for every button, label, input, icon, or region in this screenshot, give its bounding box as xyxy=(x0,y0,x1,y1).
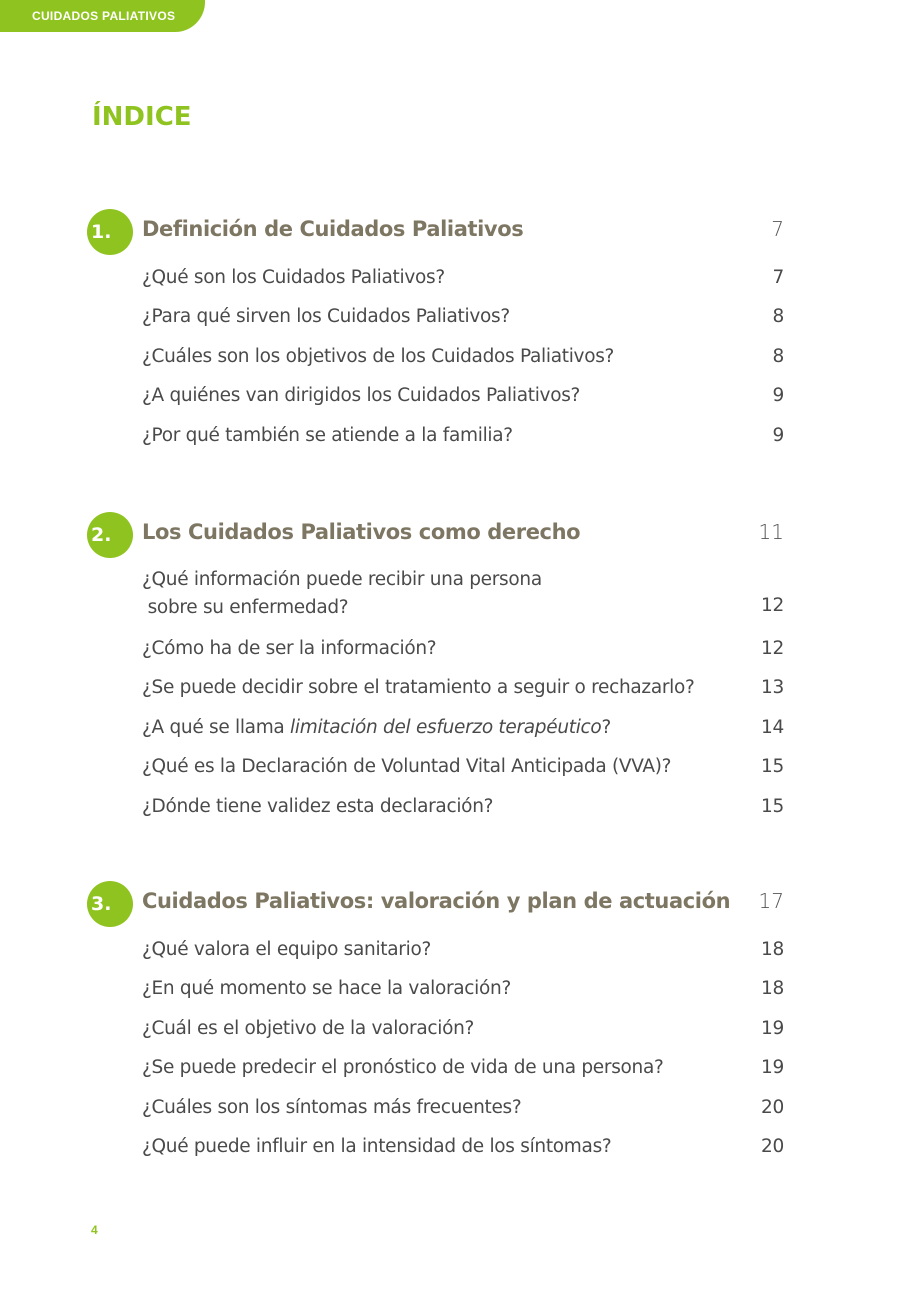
toc-item-text: ¿Por qué también se atiende a la familia? xyxy=(142,424,513,446)
toc-item[interactable] xyxy=(0,711,910,750)
section-title: Los Cuidados Paliativos como derecho xyxy=(142,520,581,544)
toc-item-page: 12 xyxy=(761,638,784,659)
toc-item-text: ¿Qué puede influir en la intensidad de los síntomas? xyxy=(142,1135,612,1157)
toc-item-page: 20 xyxy=(761,1096,784,1118)
toc-item-text xyxy=(142,717,611,738)
toc-item[interactable] xyxy=(0,419,910,458)
page-number: 4 xyxy=(91,1223,98,1237)
toc-item-text-post: ? xyxy=(601,716,611,738)
toc-item[interactable] xyxy=(0,750,910,789)
section-title: Cuidados Paliativos: valoración y plan de actuación xyxy=(142,889,731,913)
toc-item[interactable] xyxy=(0,261,910,300)
toc-item-text: ¿Se puede decidir sobre el tratamiento a seguir o rechazarlo? xyxy=(142,677,695,699)
toc-item-page: 7 xyxy=(772,267,784,288)
toc-item-text: ¿En qué momento se hace la valoración? xyxy=(142,978,511,1000)
toc-item-page: 15 xyxy=(761,795,784,817)
toc-item-page: 8 xyxy=(772,306,784,328)
toc-item[interactable] xyxy=(0,1012,910,1051)
toc-item-page: 12 xyxy=(761,595,784,616)
toc-item-text: ¿Cómo ha de ser la información? xyxy=(142,638,437,659)
toc-section-2 xyxy=(0,514,910,829)
toc-item-page: 15 xyxy=(761,756,784,778)
toc-item-text-pre: ¿A qué se llama xyxy=(142,716,291,738)
section-number-badge: 2. xyxy=(87,512,133,558)
toc-item[interactable] xyxy=(0,564,910,632)
toc-item[interactable] xyxy=(0,933,910,972)
toc-item-text: ¿Se puede predecir el pronóstico de vida de una persona? xyxy=(142,1057,664,1079)
toc-item-page: 9 xyxy=(772,424,784,446)
toc-item-page: 8 xyxy=(772,345,784,367)
page-title: ÍNDICE xyxy=(92,102,192,132)
toc-item-text-line2: sobre su enfermedad? xyxy=(142,597,349,618)
toc-item-text-italic: limitación del esfuerzo terapéutico xyxy=(290,716,602,738)
toc-item-page: 13 xyxy=(761,677,784,699)
toc-item-text: ¿Para qué sirven los Cuidados Paliativos? xyxy=(142,306,510,328)
toc-item[interactable] xyxy=(0,632,910,671)
toc-item[interactable] xyxy=(0,1091,910,1130)
toc-item-text: ¿A quiénes van dirigidos los Cuidados Paliativos? xyxy=(142,385,581,407)
header-tab xyxy=(0,0,205,32)
section-page: 11 xyxy=(758,520,784,544)
toc-item-page: 14 xyxy=(761,716,784,738)
section-title: Definición de Cuidados Paliativos xyxy=(142,217,524,241)
toc-section-3 xyxy=(0,883,910,1169)
section-heading[interactable] xyxy=(0,883,910,923)
toc-item[interactable] xyxy=(0,340,910,379)
toc-item[interactable] xyxy=(0,1130,910,1169)
toc-item-text: ¿Qué es la Declaración de Voluntad Vital Anticipada (VVA)? xyxy=(142,756,672,778)
toc-item-text-line1: ¿Qué información puede recibir una persona xyxy=(142,569,542,590)
section-heading[interactable] xyxy=(0,211,910,251)
section-page: 17 xyxy=(758,889,784,913)
toc-item-page: 18 xyxy=(761,939,784,960)
toc-item-text: ¿Qué son los Cuidados Paliativos? xyxy=(142,267,445,288)
toc-item-page: 20 xyxy=(761,1135,784,1157)
toc-item[interactable] xyxy=(0,379,910,418)
toc-item-page: 19 xyxy=(761,1057,784,1079)
toc-item[interactable] xyxy=(0,790,910,829)
toc-item-text: ¿Qué valora el equipo sanitario? xyxy=(142,939,431,960)
toc-item[interactable] xyxy=(0,300,910,339)
toc-section-1 xyxy=(0,211,910,458)
section-heading[interactable] xyxy=(0,514,910,554)
toc-item[interactable] xyxy=(0,1051,910,1090)
toc-item-text: ¿Cuál es el objetivo de la valoración? xyxy=(142,1017,475,1039)
section-number-badge: 1. xyxy=(87,209,133,255)
toc-item-text: ¿Dónde tiene validez esta declaración? xyxy=(142,795,494,817)
section-number-badge: 3. xyxy=(87,881,133,927)
toc-item[interactable] xyxy=(0,972,910,1011)
toc-item-page: 18 xyxy=(761,978,784,1000)
toc-item-page: 19 xyxy=(761,1017,784,1039)
section-page: 7 xyxy=(771,217,784,241)
toc-item-text: ¿Cuáles son los objetivos de los Cuidados Paliativos? xyxy=(142,345,615,367)
toc-item-page: 9 xyxy=(772,385,784,407)
header-label: CUIDADOS PALIATIVOS xyxy=(32,9,176,23)
toc-item[interactable] xyxy=(0,671,910,710)
toc-item-text xyxy=(142,566,542,622)
toc-item-text: ¿Cuáles son los síntomas más frecuentes? xyxy=(142,1096,522,1118)
